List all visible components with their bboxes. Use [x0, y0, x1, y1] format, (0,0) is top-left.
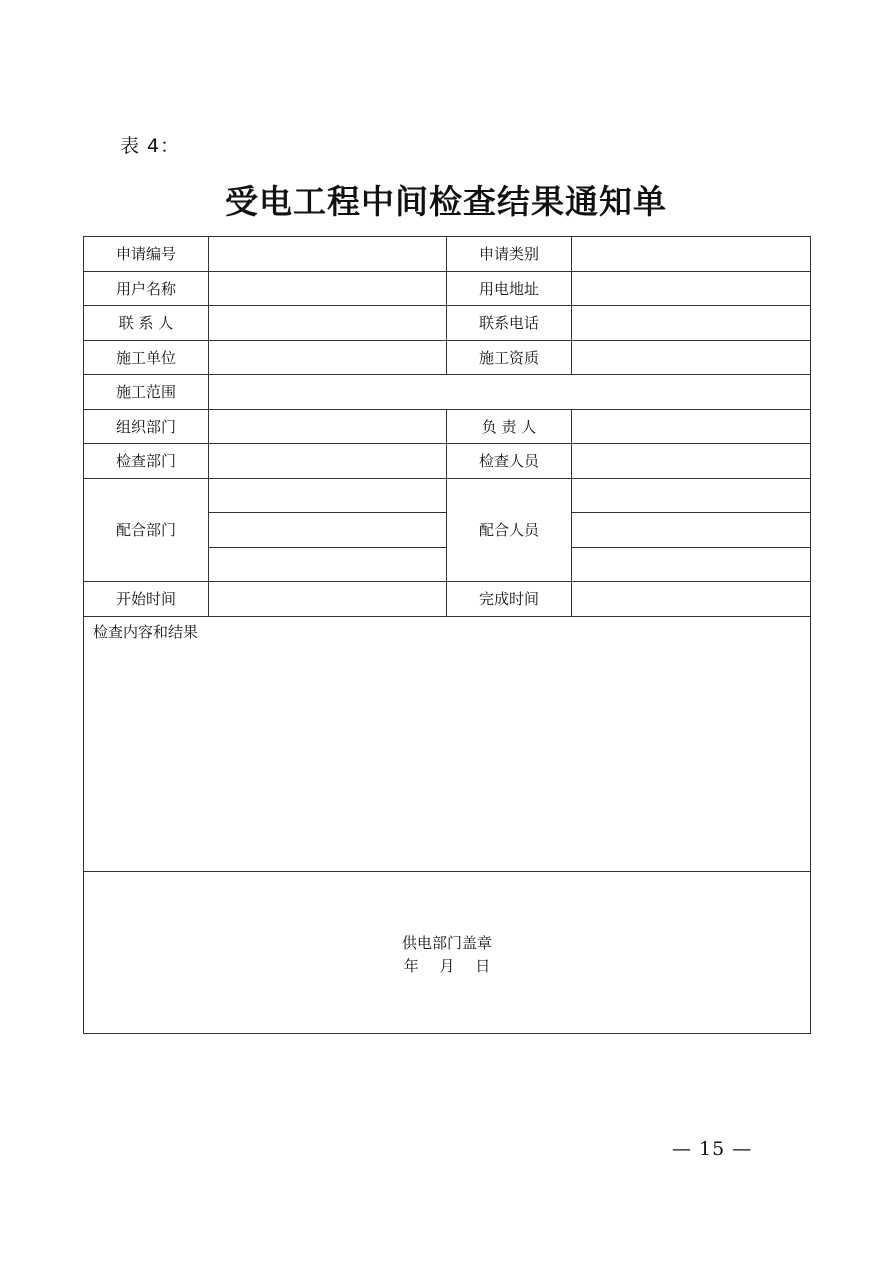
application-category-field[interactable] [572, 237, 811, 272]
document-title: 受电工程中间检查结果通知单 [225, 182, 667, 221]
table-row [84, 444, 811, 479]
table-row [84, 409, 811, 444]
construction-unit-label: 施工单位 [84, 340, 209, 375]
person-in-charge-label: 负 责 人 [447, 409, 572, 444]
table-row [84, 340, 811, 375]
application-category-label: 申请类别 [447, 237, 572, 272]
table-row [84, 616, 811, 871]
application-number-label: 申请编号 [84, 237, 209, 272]
person-in-charge-field[interactable] [572, 409, 811, 444]
cooperating-personnel-label: 配合人员 [447, 478, 572, 582]
date-line [84, 955, 810, 976]
contact-phone-label: 联系电话 [447, 306, 572, 341]
completion-time-label: 完成时间 [447, 582, 572, 617]
construction-scope-field[interactable] [209, 375, 811, 410]
contact-person-field[interactable] [209, 306, 447, 341]
seal-label: 供电部门盖章 [401, 933, 492, 952]
cooperating-department-field-3[interactable] [209, 547, 447, 582]
start-time-field[interactable] [209, 582, 447, 617]
organizing-department-label: 组织部门 [84, 409, 209, 444]
day-label: 日 [475, 956, 491, 975]
cooperating-personnel-field-3[interactable] [572, 547, 811, 582]
usage-address-field[interactable] [572, 271, 811, 306]
contact-person-label: 联 系 人 [84, 306, 209, 341]
application-number-field[interactable] [209, 237, 447, 272]
customer-name-field[interactable] [209, 271, 447, 306]
inspection-personnel-label: 检查人员 [447, 444, 572, 479]
usage-address-label: 用电地址 [447, 271, 572, 306]
inspection-department-field[interactable] [209, 444, 447, 479]
cooperating-department-label: 配合部门 [84, 478, 209, 582]
table-row [84, 237, 811, 272]
cooperating-department-field-2[interactable] [209, 513, 447, 548]
completion-time-field[interactable] [572, 582, 811, 617]
construction-scope-label: 施工范围 [84, 375, 209, 410]
table-row [84, 871, 811, 1033]
contact-phone-field[interactable] [572, 306, 811, 341]
organizing-department-field[interactable] [209, 409, 447, 444]
inspection-content-label: 检查内容和结果 [93, 622, 199, 641]
table-row [84, 478, 811, 513]
month-label: 月 [439, 956, 455, 975]
table-row [84, 271, 811, 306]
construction-unit-field[interactable] [209, 340, 447, 375]
page-number: — 15 — [672, 1138, 753, 1160]
construction-qualification-label: 施工资质 [447, 340, 572, 375]
cooperating-personnel-field-1[interactable] [572, 478, 811, 513]
year-label: 年 [403, 956, 419, 975]
cooperating-department-field-1[interactable] [209, 478, 447, 513]
construction-qualification-field[interactable] [572, 340, 811, 375]
table-row [84, 375, 811, 410]
inspection-content-cell[interactable] [84, 616, 811, 871]
table-row [84, 582, 811, 617]
cooperating-personnel-field-2[interactable] [572, 513, 811, 548]
start-time-label: 开始时间 [84, 582, 209, 617]
inspection-form-table [83, 236, 811, 1034]
seal-cell [84, 871, 811, 1033]
customer-name-label: 用户名称 [84, 271, 209, 306]
inspection-department-label: 检查部门 [84, 444, 209, 479]
inspection-personnel-field[interactable] [572, 444, 811, 479]
table-label: 表 4： [120, 135, 181, 157]
table-row [84, 306, 811, 341]
